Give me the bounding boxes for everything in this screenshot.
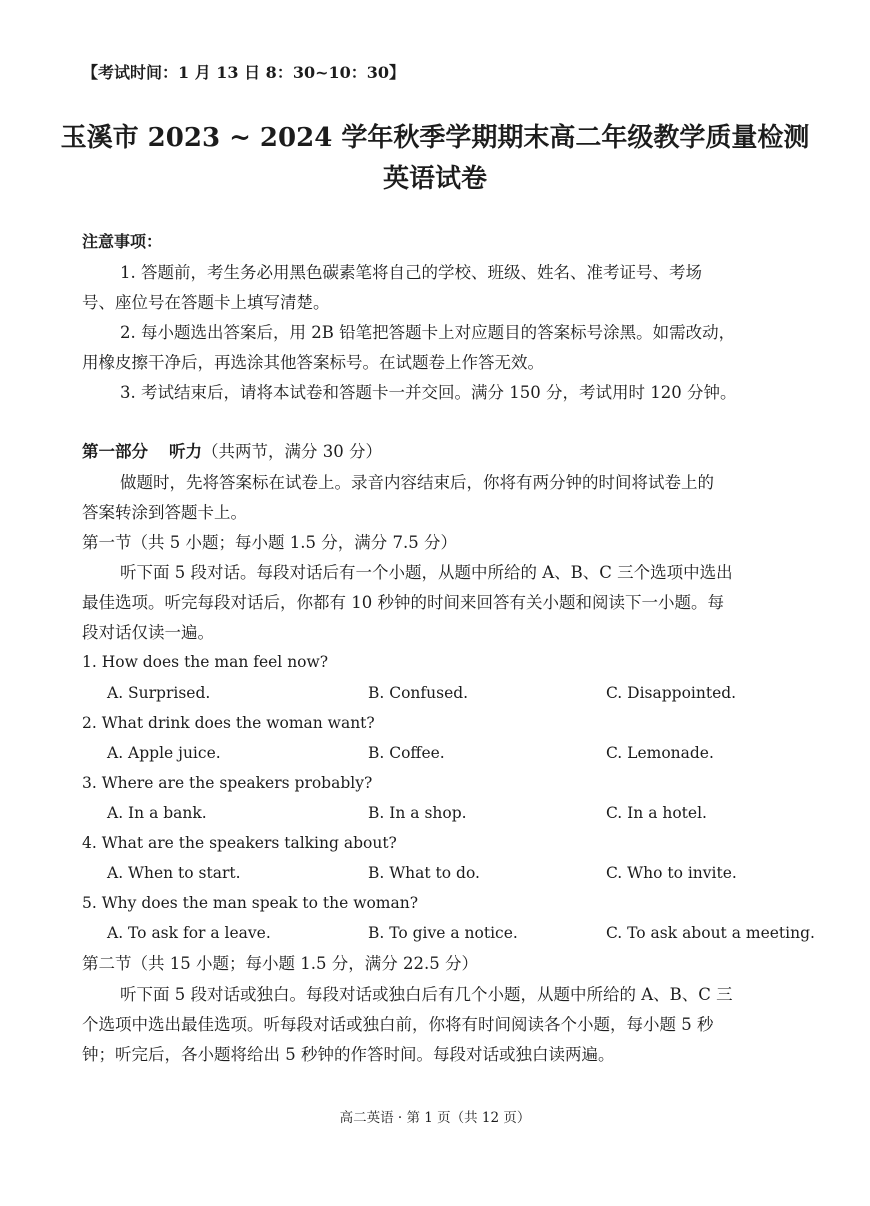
question-stem: 2. What drink does the woman want? [82,714,375,732]
section1-heading: 第一节（共 5 小题；每小题 1.5 分，满分 7.5 分） [82,533,457,552]
exam-time: 【考试时间：1 月 13 日 8：30~10：30】 [82,63,406,82]
option-c: C. Disappointed. [606,684,737,702]
option-c: C. Who to invite. [606,864,737,882]
option-a: A. To ask for a leave. [107,924,271,942]
section1-intro-line: 最佳选项。听完每段对话后，你都有 10 秒钟的时间来回答有关小题和阅读下一小题。每 [82,593,724,612]
part1-name: 听力 [168,442,202,461]
part1-heading [82,442,822,462]
notice-line: 号、座位号在答题卡上填写清楚。 [82,293,330,312]
notice-line: 用橡皮擦干净后，再选涂其他答案标号。在试题卷上作答无效。 [82,353,544,372]
option-b: B. To give a notice. [368,924,518,942]
question-stem: 5. Why does the man speak to the woman? [82,894,419,912]
option-a: A. Apple juice. [107,744,221,762]
option-b: B. Coffee. [368,744,445,762]
question-stem: 1. How does the man feel now? [82,653,329,671]
exam-title-line2: 英语试卷 [382,164,487,194]
option-a: A. Surprised. [107,684,211,702]
notice-line: 1. 答题前，考生务必用黑色碳素笔将自己的学校、班级、姓名、准考证号、考场 [120,263,702,282]
notice-heading: 注意事项： [82,232,163,251]
part1-intro-line: 答案转涂到答题卡上。 [82,503,247,522]
option-b: B. In a shop. [368,804,467,822]
notice-line: 3. 考试结束后，请将本试卷和答题卡一并交回。满分 150 分，考试用时 120 分钟。 [120,383,737,402]
part1-label: 第一部分 [82,442,148,461]
option-b: B. What to do. [368,864,480,882]
option-c: C. In a hotel. [606,804,707,822]
section2-intro-line: 听下面 5 段对话或独白。每段对话或独白后有几个小题，从题中所给的 A、B、C 三 [120,985,733,1004]
option-a: A. When to start. [107,864,241,882]
section1-intro-line: 段对话仅读一遍。 [82,623,214,642]
page-footer: 高二英语 · 第 1 页（共 12 页） [339,1110,531,1126]
option-c: C. To ask about a meeting. [606,924,815,942]
option-c: C. Lemonade. [606,744,714,762]
notice-line: 2. 每小题选出答案后，用 2B 铅笔把答题卡上对应题目的答案标号涂黑。如需改动， [120,323,736,342]
part1-score: （共两节，满分 30 分） [201,442,382,461]
section2-heading: 第二节（共 15 小题；每小题 1.5 分，满分 22.5 分） [82,954,478,973]
exam-title-line1: 玉溪市 2023 ~ 2024 学年秋季学期期末高二年级教学质量检测 [60,123,810,153]
question-stem: 4. What are the speakers talking about? [82,834,397,852]
section2-intro-line: 个选项中选出最佳选项。听每段对话或独白前，你将有时间阅读各个小题，每小题 5 秒 [82,1015,714,1034]
option-b: B. Confused. [368,684,469,702]
section2-intro-line: 钟；听完后，各小题将给出 5 秒钟的作答时间。每段对话或独白读两遍。 [82,1045,615,1064]
question-stem: 3. Where are the speakers probably? [82,774,373,792]
part1-intro-line: 做题时，先将答案标在试卷上。录音内容结束后，你将有两分钟的时间将试卷上的 [120,473,714,492]
option-a: A. In a bank. [107,804,207,822]
section1-intro-line: 听下面 5 段对话。每段对话后有一个小题，从题中所给的 A、B、C 三个选项中选出 [120,563,733,582]
